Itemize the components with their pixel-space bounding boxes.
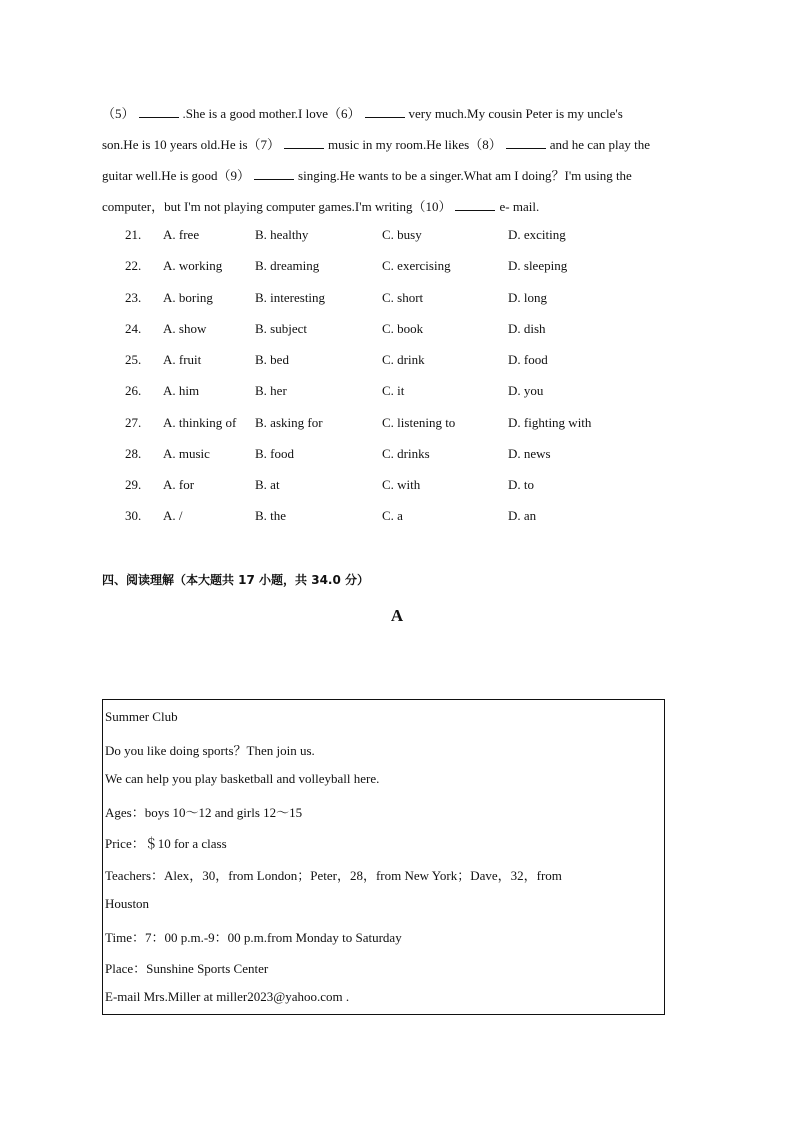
ad-line: Teachers：Alex，30，from London；Peter，28，from New York；Dave，32，from [105,868,562,883]
option-c: C. drinks [382,446,430,461]
option-c: C. it [382,383,405,398]
option-b: B. healthy [255,227,309,242]
option-b: B. dreaming [255,258,320,273]
text: son.He is 10 years old.He is（7） [102,137,281,152]
ad-line: Summer Club [105,709,178,724]
option-d: D. dish [508,321,546,336]
option-b: B. food [255,446,294,461]
paragraph-line-2 [102,134,650,153]
option-d: D. you [508,383,544,398]
option-a: A. thinking of [163,415,237,430]
question-number: 27. [125,415,142,430]
option-a: A. music [163,446,210,461]
option-b: B. the [255,508,287,523]
option-a: A. free [163,227,200,242]
text: .She is a good mother.I love（6） [182,106,361,121]
question-number: 29. [125,477,142,492]
option-c: C. with [382,477,421,492]
option-d: D. food [508,352,548,367]
option-a: A. fruit [163,352,202,367]
blank-9 [254,169,294,180]
summer-club-ad [102,699,665,1015]
question-number: 24. [125,321,142,336]
question-number: 21. [125,227,142,242]
text: （5） [102,106,135,121]
option-a: A. show [163,321,207,336]
option-b: B. interesting [255,290,326,305]
option-a: A. him [163,383,200,398]
text: e- mail. [499,199,540,214]
text: guitar well.He is good（9） [102,168,251,183]
option-c: C. busy [382,227,422,242]
question-number: 25. [125,352,142,367]
paragraph-line-3 [102,165,632,184]
option-d: D. exciting [508,227,566,242]
question-number: 22. [125,258,142,273]
ad-line: E-mail Mrs.Miller at miller2023@yahoo.com . [105,989,350,1004]
option-b: B. her [255,383,287,398]
option-d: D. sleeping [508,258,568,273]
question-number: 30. [125,508,142,523]
ad-line: Houston [105,896,150,911]
ad-line: We can help you play basketball and volleyball here. [105,771,380,786]
option-a: A. boring [163,290,213,305]
option-c: C. listening to [382,415,456,430]
option-a: A. for [163,477,195,492]
option-d: D. news [508,446,551,461]
text: singing.He wants to be a singer.What am I doing？I'm using the [298,168,632,183]
passage-title: A [390,606,404,625]
option-b: B. asking for [255,415,323,430]
option-c: C. drink [382,352,425,367]
ad-line: Price：＄10 for a class [105,836,227,851]
question-number: 23. [125,290,142,305]
option-c: C. exercising [382,258,451,273]
blank-7 [284,138,324,149]
paragraph-line-1 [102,103,623,122]
ad-line: Time：7：00 p.m.-9：00 p.m.from Monday to Saturday [105,930,402,945]
option-d: D. an [508,508,537,523]
ad-line: Ages：boys 10～12 and girls 12～15 [105,805,303,820]
blank-8 [506,138,546,149]
text: very much.My cousin Peter is my uncle's [408,106,623,121]
option-c: C. short [382,290,424,305]
option-d: D. to [508,477,534,492]
question-number: 28. [125,446,142,461]
section-heading: 四、阅读理解（本大题共 17 小题，共 34.0 分） [102,573,370,587]
text: computer，but I'm not playing computer games.I'm writing（10） [102,199,452,214]
ad-line: Do you like doing sports？Then join us. [105,743,315,758]
option-b: B. subject [255,321,307,336]
option-a: A. / [163,508,183,523]
option-d: D. fighting with [508,415,592,430]
option-b: B. bed [255,352,289,367]
paragraph-line-4 [102,196,539,215]
ad-line: Place：Sunshine Sports Center [105,961,269,976]
option-b: B. at [255,477,280,492]
blank-6 [365,107,405,118]
option-a: A. working [163,258,223,273]
blank-5 [139,107,179,118]
question-number: 26. [125,383,142,398]
option-c: C. book [382,321,424,336]
option-c: C. a [382,508,403,523]
text: music in my room.He likes（8） [328,137,502,152]
text: and he can play the [549,137,651,152]
option-d: D. long [508,290,547,305]
blank-10 [455,200,495,211]
